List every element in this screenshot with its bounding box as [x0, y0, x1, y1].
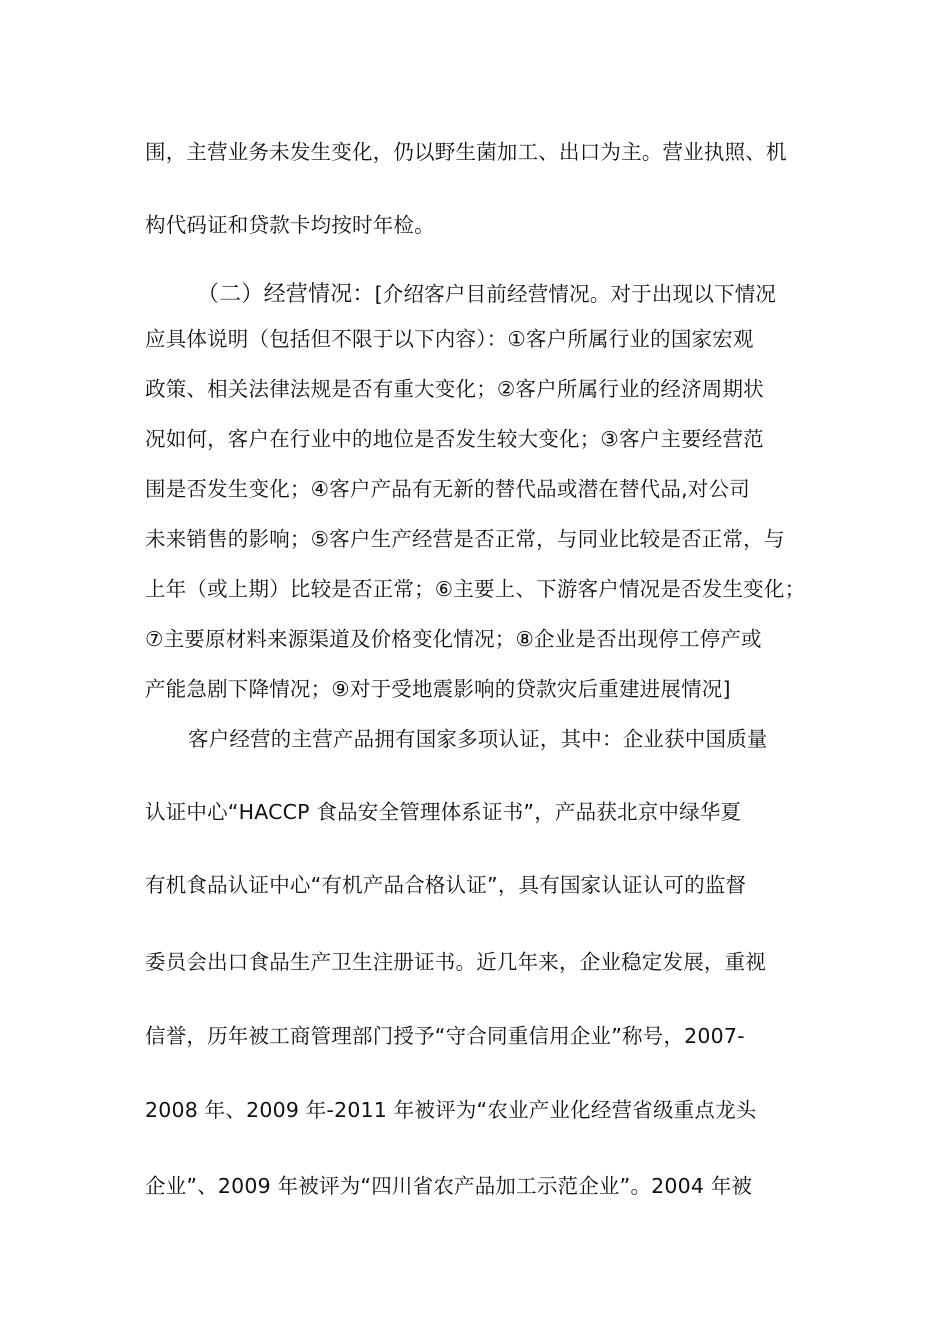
section-2-line-4: 况如何，客户在行业中的地位是否发生较大变化；③客户主要经营范 [145, 427, 764, 451]
section-2-line-5: 围是否发生变化；④客户产品有无新的替代品或潜在替代品,对公司 [145, 477, 750, 501]
section-2-line-9: 产能急剧下降情况；⑨对于受地震影响的贷款灾后重建进展情况] [145, 677, 731, 701]
paragraph-3-line-3: 有机食品认证中心“有机产品合格认证”，具有国家认证认可的监督 [145, 873, 747, 897]
section-2-line-6: 未来销售的影响；⑤客户生产经营是否正常，与同业比较是否正常，与 [145, 527, 785, 551]
paragraph-3-line-6: 2008 年、2009 年-2011 年被评为“农业产业化经营省级重点龙头 [145, 1098, 757, 1122]
paragraph-3-line-7: 企业”、2009 年被评为“四川省农产品加工示范企业”。2004 年被 [145, 1174, 753, 1198]
section-2-line-8: ⑦主要原材料来源渠道及价格变化情况；⑧企业是否出现停工停产或 [145, 627, 762, 651]
paragraph-3-line-1-text: 客户经营的主营产品拥有国家多项认证，其中：企业获中国质量 [188, 727, 768, 751]
paragraph-1-line-2: 构代码证和贷款卡均按时年检。 [145, 213, 435, 237]
section-2-line-7: 上年（或上期）比较是否正常；⑥主要上、下游客户情况是否发生变化； [145, 577, 806, 601]
section-2-first-line [145, 280, 815, 309]
section-2-heading: （二）经营情况： [197, 282, 375, 307]
section-2-line-3: 政策、相关法律法规是否有重大变化；②客户所属行业的经济周期状 [145, 377, 764, 401]
paragraph-3-line-5: 信誉，历年被工商管理部门授予“守合同重信用企业”称号，2007- [145, 1024, 745, 1048]
paragraph-3-line-1 [145, 725, 815, 753]
section-2-line-1: [介绍客户目前经营情况。对于出现以下情况 [374, 282, 777, 306]
section-2-line-2: 应具体说明（包括但不限于以下内容）：①客户所属行业的国家宏观 [145, 327, 754, 351]
paragraph-3-line-4: 委员会出口食品生产卫生注册证书。近几年来，企业稳定发展，重视 [145, 950, 766, 974]
paragraph-3-line-2: 认证中心“HACCP 食品安全管理体系证书”，产品获北京中绿华夏 [145, 800, 742, 824]
paragraph-1-line-1: 围，主营业务未发生变化，仍以野生菌加工、出口为主。营业执照、机 [145, 140, 787, 164]
